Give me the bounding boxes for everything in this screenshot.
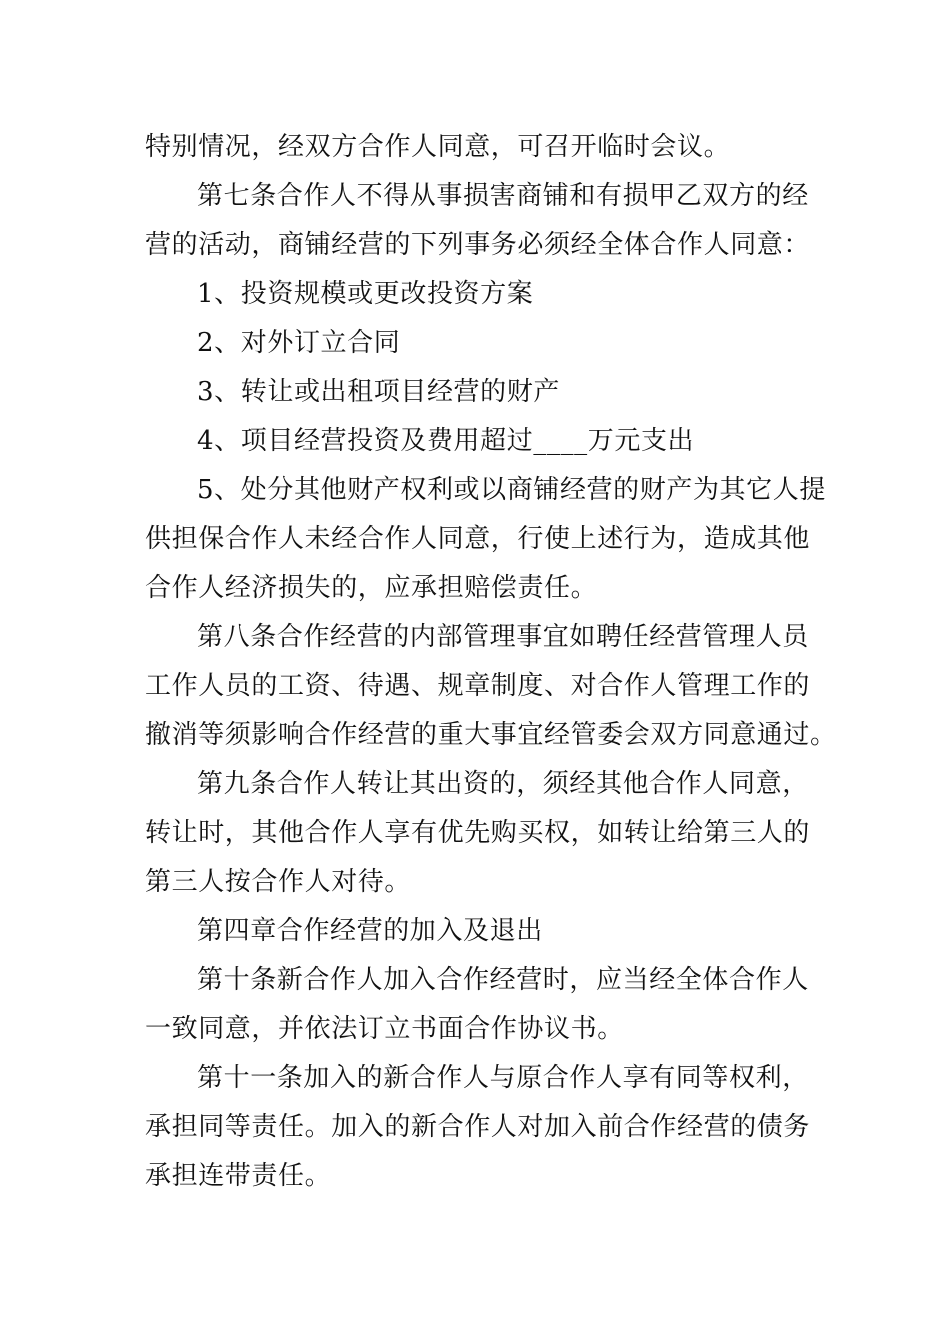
text-line: 承担同等责任。加入的新合作人对加入前合作经营的债务: [145, 1112, 811, 1142]
list-item: [145, 368, 810, 417]
text-line: 撤消等须影响合作经营的重大事宜经管委会双方同意通过。: [145, 720, 837, 750]
text-line: 合作人经济损失的，应承担赔偿责任。: [145, 573, 598, 603]
text-line: 承担连带责任。: [145, 1161, 332, 1191]
list-item: [145, 319, 810, 368]
text-line: 第四章合作经营的加入及退出: [197, 916, 543, 946]
list-item: [145, 417, 810, 466]
paragraph-article-10: [145, 956, 810, 1054]
paragraph-article-7: [145, 172, 810, 270]
document-body: [145, 123, 837, 1201]
list-item: [145, 270, 810, 319]
text-line: 转让时，其他合作人享有优先购买权，如转让给第三人的: [145, 818, 811, 848]
text-line: 2、对外订立合同: [197, 328, 401, 358]
text-line: 营的活动，商铺经营的下列事务必须经全体合作人同意：: [145, 230, 811, 260]
text-line: 供担保合作人未经合作人同意，行使上述行为，造成其他: [145, 524, 811, 554]
paragraph-article-8: [145, 613, 837, 760]
chapter-heading: [145, 907, 810, 956]
text-line: 5、处分其他财产权利或以商铺经营的财产为其它人提: [197, 475, 826, 505]
text-line: 第十条新合作人加入合作经营时，应当经全体合作人: [197, 965, 809, 995]
paragraph-article-9: [145, 760, 810, 907]
list-item: [145, 466, 826, 613]
paragraph-article-11: [145, 1054, 810, 1201]
text-line: 4、项目经营投资及费用超过____万元支出: [197, 426, 695, 456]
text-line: 3、转让或出租项目经营的财产: [197, 377, 560, 407]
text-line: 第九条合作人转让其出资的，须经其他合作人同意，: [197, 769, 809, 799]
text-line: 第八条合作经营的内部管理事宜如聘任经营管理人员: [197, 622, 809, 652]
text-line: 第十一条加入的新合作人与原合作人享有同等权利，: [197, 1063, 809, 1093]
text-line: 一致同意，并依法订立书面合作协议书。: [145, 1014, 624, 1044]
text-line: 第七条合作人不得从事损害商铺和有损甲乙双方的经: [197, 181, 809, 211]
text-line: 1、投资规模或更改投资方案: [197, 279, 534, 309]
text-line: 工作人员的工资、待遇、规章制度、对合作人管理工作的: [145, 671, 811, 701]
paragraph: [145, 123, 810, 172]
text-line: 第三人按合作人对待。: [145, 867, 412, 897]
text-line: 特别情况，经双方合作人同意，可召开临时会议。: [145, 132, 731, 162]
